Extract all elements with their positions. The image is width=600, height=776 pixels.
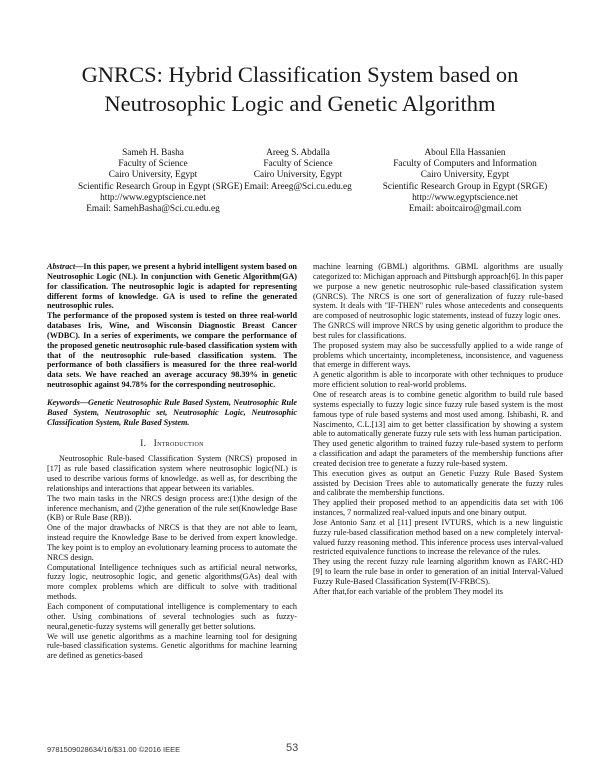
paragraph: The GNRCS will improve NRCS by using genetic algorithm to produce the best rules for classifications. (313, 321, 563, 340)
author-affiliation: Cairo University, Egypt (253, 170, 343, 181)
paragraph: One of the major drawbacks of NRCS is that they are not able to learn, instead require the Knowledge Base to be derived from expert knowledge. The key point is to employ an evolutionary learning process to automate the NRCS design. (47, 523, 297, 562)
author-block-3 (375, 148, 555, 215)
author-website: http://www.egyptscience.net (100, 192, 206, 203)
author-block-1 (78, 148, 243, 215)
author-affiliation: Cairo University, Egypt (108, 170, 198, 181)
left-column (47, 262, 297, 661)
author-email: Email: Areeg@Sci.cu.edu.eg (244, 181, 352, 192)
section-title: Introduction (153, 437, 204, 448)
right-column (313, 262, 563, 597)
paragraph: machine learning (GBML) algorithms. GBML algorithms are usually categorized to: Michigan approach and Pittsburgh approach[6]. In this paper we purpose a new genetic neutrosophic rule-based classification system (GNRCS). The NRCS is one sort of generalization of fuzzy rule-based system. It deals with "IF-THEN" rules whose antecedents and consequents are composed of neutrosophic logic statements, instead of fuzzy logic ones. (313, 262, 563, 321)
section-number: I. (140, 437, 147, 448)
keywords-label: Keywords (47, 397, 80, 407)
author-affiliation: Cairo University, Egypt (420, 170, 510, 181)
author-affiliation: Faculty of Science (263, 159, 333, 170)
author-name: Sameh H. Basha (122, 148, 184, 158)
author-affiliation: Scientific Research Group in Egypt (SRGE) (78, 181, 243, 192)
paragraph: Each component of computational intelligence is complementary to each other. Using combinations of several technologies such as fuzzy-neural,genetic-fuzzy systems will generally get better solutions. (47, 602, 297, 631)
paragraph: We will use genetic algorithms as a machine learning tool for designing rule-based classification systems. Genetic algorithms for machine learning are defined as genetics-based (47, 631, 297, 661)
paragraph: The two main tasks in the NRCS design process are:(1)the design of the inference mechanism, and (2)the generation of the rule set(Knowledge Base (KB) or Rule Base (RB)). (47, 493, 297, 523)
paragraph: One of research areas is to combine genetic algorithm to build rule based systems especially to fuzzy logic since fuzzy rule based system is the most famous type of rule based systems and most used among. Ishibashi, R. and Nascimento, C.L.[13] aim to get better classification by showing a system able to automatically generate fuzzy rule sets with less human participation. (313, 389, 563, 439)
paragraph: They using the recent fuzzy rule learning algorithm known as FARC-HD [9] to learn the rule base in order to generation of an initial Interval-Valued Fuzzy Rule-Based Classification System(IV-FRBCS). (313, 557, 563, 586)
paragraph: After that,for each variable of the problem They model its (313, 586, 503, 596)
keywords (47, 398, 297, 428)
author-affiliation: Faculty of Science (118, 159, 188, 170)
author-email: Email: SamehBasha@Sci.cu.edu.eg (86, 204, 220, 215)
abstract (47, 262, 297, 390)
abstract-text: —In this paper, we present a hybrid intelligent system based on Neutrosophic Logic (NL). In conjunction with Genetic Algorithm(GA) for classification. The neutrosophic logic is adapted for representing different forms of knowledge. GA is used to refine the generated neutrosophic rules. (47, 262, 297, 311)
paragraph: This execution gives as output an Genetic Fuzzy Rule Based System assisted by Decision Trees able to automatically generate the fuzzy rules and calibrate the membership functions. (313, 468, 563, 498)
paragraph: Computational Intelligence techniques such as artificial neural networks, fuzzy logic, neutrosophic logic, and genetic algorithms(GAs) deal with more complex problems which are difficult to solve with traditional methods. (47, 562, 297, 602)
author-name: Areeg S. Abdalla (266, 148, 330, 158)
author-website: http://www.egyptscience.net (412, 192, 518, 203)
paragraph: Jose Antonio Sanz et al [11] present IVTURS, which is a new linguistic fuzzy rule-based classification method based on a new completely interval-valued fuzzy reasoning method. This inference process uses interval-valued restricted equivalence functions to increase the relevance of the rules. (313, 517, 563, 557)
author-block-2 (238, 148, 358, 193)
author-email: Email: aboitcairo@gmail.com (408, 204, 522, 215)
paragraph: The proposed system may also be successfully applied to a wide range of problems which uncertainty, incompleteness, inconsistence, and vagueness that emerge in different ways. (313, 340, 563, 370)
title-line-1: GNRCS: Hybrid Classification System based on (81, 62, 519, 87)
paragraph: Neutrosophic Rule-based Classification System (NRCS) proposed in [17] as rule based classification system where neutrosophic logic(NL) is used to describe various forms of knowledge. as well as, for describing the relationships and interactions that appear between its variables. (47, 454, 297, 493)
author-name: Aboul Ella Hassanien (424, 148, 506, 158)
author-affiliation: Faculty of Computers and Information (393, 159, 537, 170)
paragraph: A genetic algorithm is able to incorporate with other techniques to produce more efficient solution to real-world problems. (313, 370, 563, 390)
page-number: 53 (286, 742, 299, 754)
abstract-paragraph-2: The performance of the proposed system is tested on three real-world databases Iris, Wine, and Wisconsin Diagnostic Breast Cancer (WDBC). In a series of experiments, we compare the performance of the proposed genetic neutrosophic rule-based classification system with that of the neutrosophic rule-based classification system. The performance of both classifiers is measured for the three real-world data sets. We have reached an average accuracy 98.39% in genetic neutrosophic against 94.78% for the corresponding neutrosophic. (47, 311, 297, 390)
intro-left (47, 454, 297, 661)
paragraph: They used genetic algorithm to trained fuzzy rule-based system to perform a classification and adapt the parameters of the membership functions after created decision tree to generate a fuzzy rule-based system. (313, 439, 563, 468)
keywords-text: —Genetic Neutrosophic Rule Based System, Neutrosophic Rule Based System, Neutrosophic set, Neutrosophic Logic, Neutrosophic Classification System, Rule Based System. (47, 397, 297, 427)
abstract-label: Abstract (47, 262, 76, 271)
copyright-notice: 9781509028634/16/$31.00 ©2016 IEEE (47, 745, 181, 754)
title-line-2: Neutrosophic Logic and Genetic Algorithm (104, 91, 496, 116)
paper-title (30, 60, 570, 118)
abstract-paragraph-1 (47, 262, 297, 311)
author-affiliation: Scientific Research Group in Egypt (SRGE) (382, 181, 548, 192)
paragraph: They applied their proposed method to an appendicitis data set with 106 instances, 7 normalized real-valued inputs and one binary output. (313, 498, 563, 518)
section-heading (47, 439, 297, 449)
